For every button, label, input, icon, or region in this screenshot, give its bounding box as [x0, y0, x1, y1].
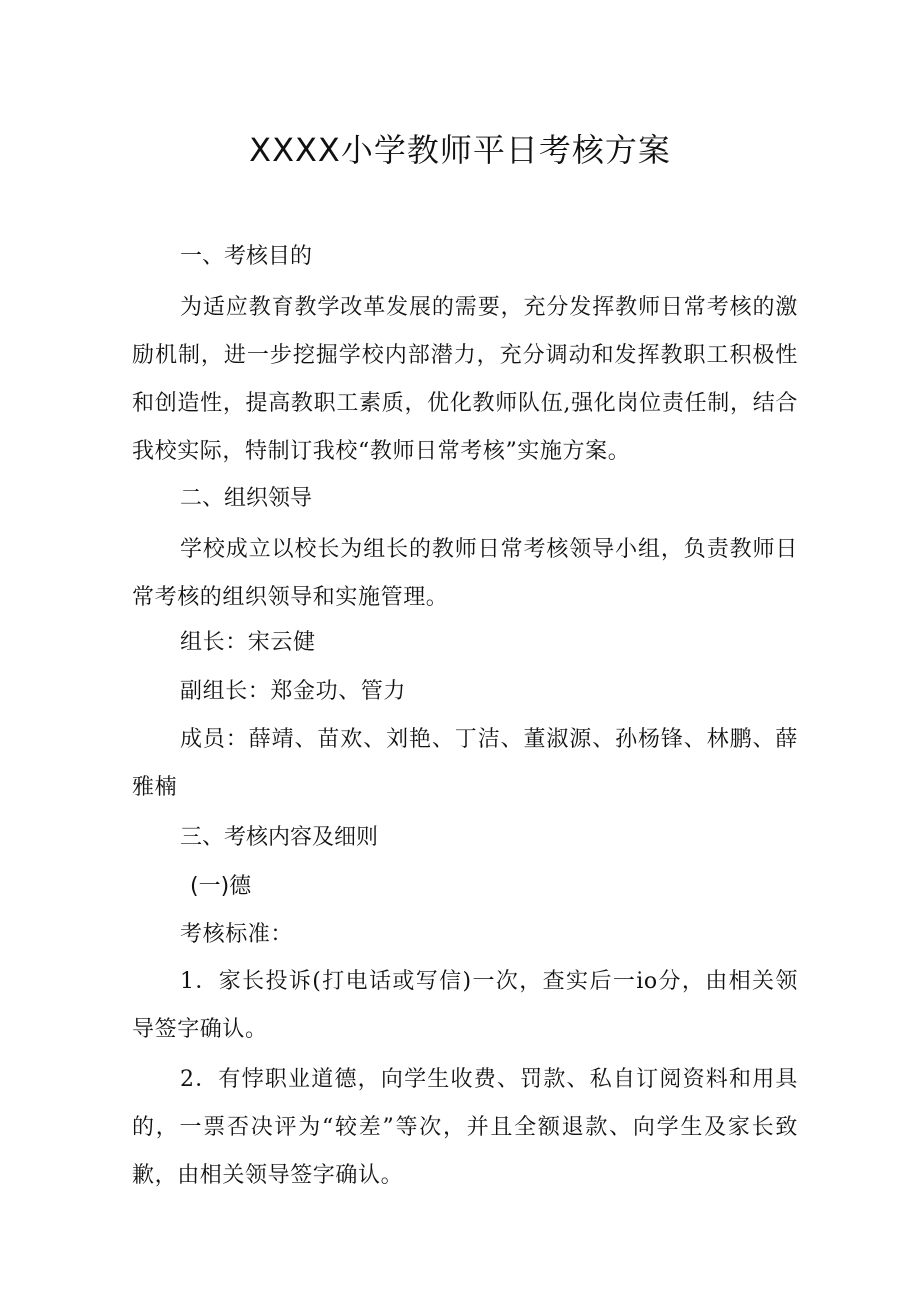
standards-label: 考核标准： [180, 922, 294, 947]
rule-item-2: 2．有悖职业道德，向学生收费、罚款、私自订阅资料和用具的，一票否决评为“较差”等次，并且全额退款、向学生及家长致歉，由相关领导签字确认。 [132, 1067, 798, 1188]
rule-item-1: 1．家长投诉(打电话或写信)一次，查实后一io分，由相关领导签字确认。 [132, 969, 798, 1042]
leader-line: 组长：宋云健 [180, 630, 316, 655]
members-paragraph: 成员：薛靖、苗欢、刘艳、丁洁、董淑源、孙杨锋、林鹏、薛雅楠 [132, 727, 798, 800]
section-heading-leadership: 二、组织领导 [180, 486, 313, 511]
deputy-leader-line: 副组长：郑金功、管力 [180, 679, 407, 704]
section-heading-content: 三、考核内容及细则 [180, 825, 379, 850]
subsection-heading-virtue: (一)德 [190, 874, 252, 899]
leadership-paragraph: 学校成立以校长为组长的教师日常考核领导小组，负责教师日常考核的组织领导和实施管理。 [132, 537, 798, 610]
purpose-paragraph: 为适应教育教学改革发展的需要，充分发挥教师日常考核的激励机制，进一步挖掘学校内部潜力，充分调动和发挥教职工积极性和创造性，提高教职工素质，优化教师队伍,强化岗位责任制，结合我校实际，特制订我校“教师日常考核”实施方案。 [132, 295, 798, 464]
section-heading-purpose: 一、考核目的 [180, 244, 313, 269]
document-title: XXXX小学教师平日考核方案 [249, 131, 671, 169]
